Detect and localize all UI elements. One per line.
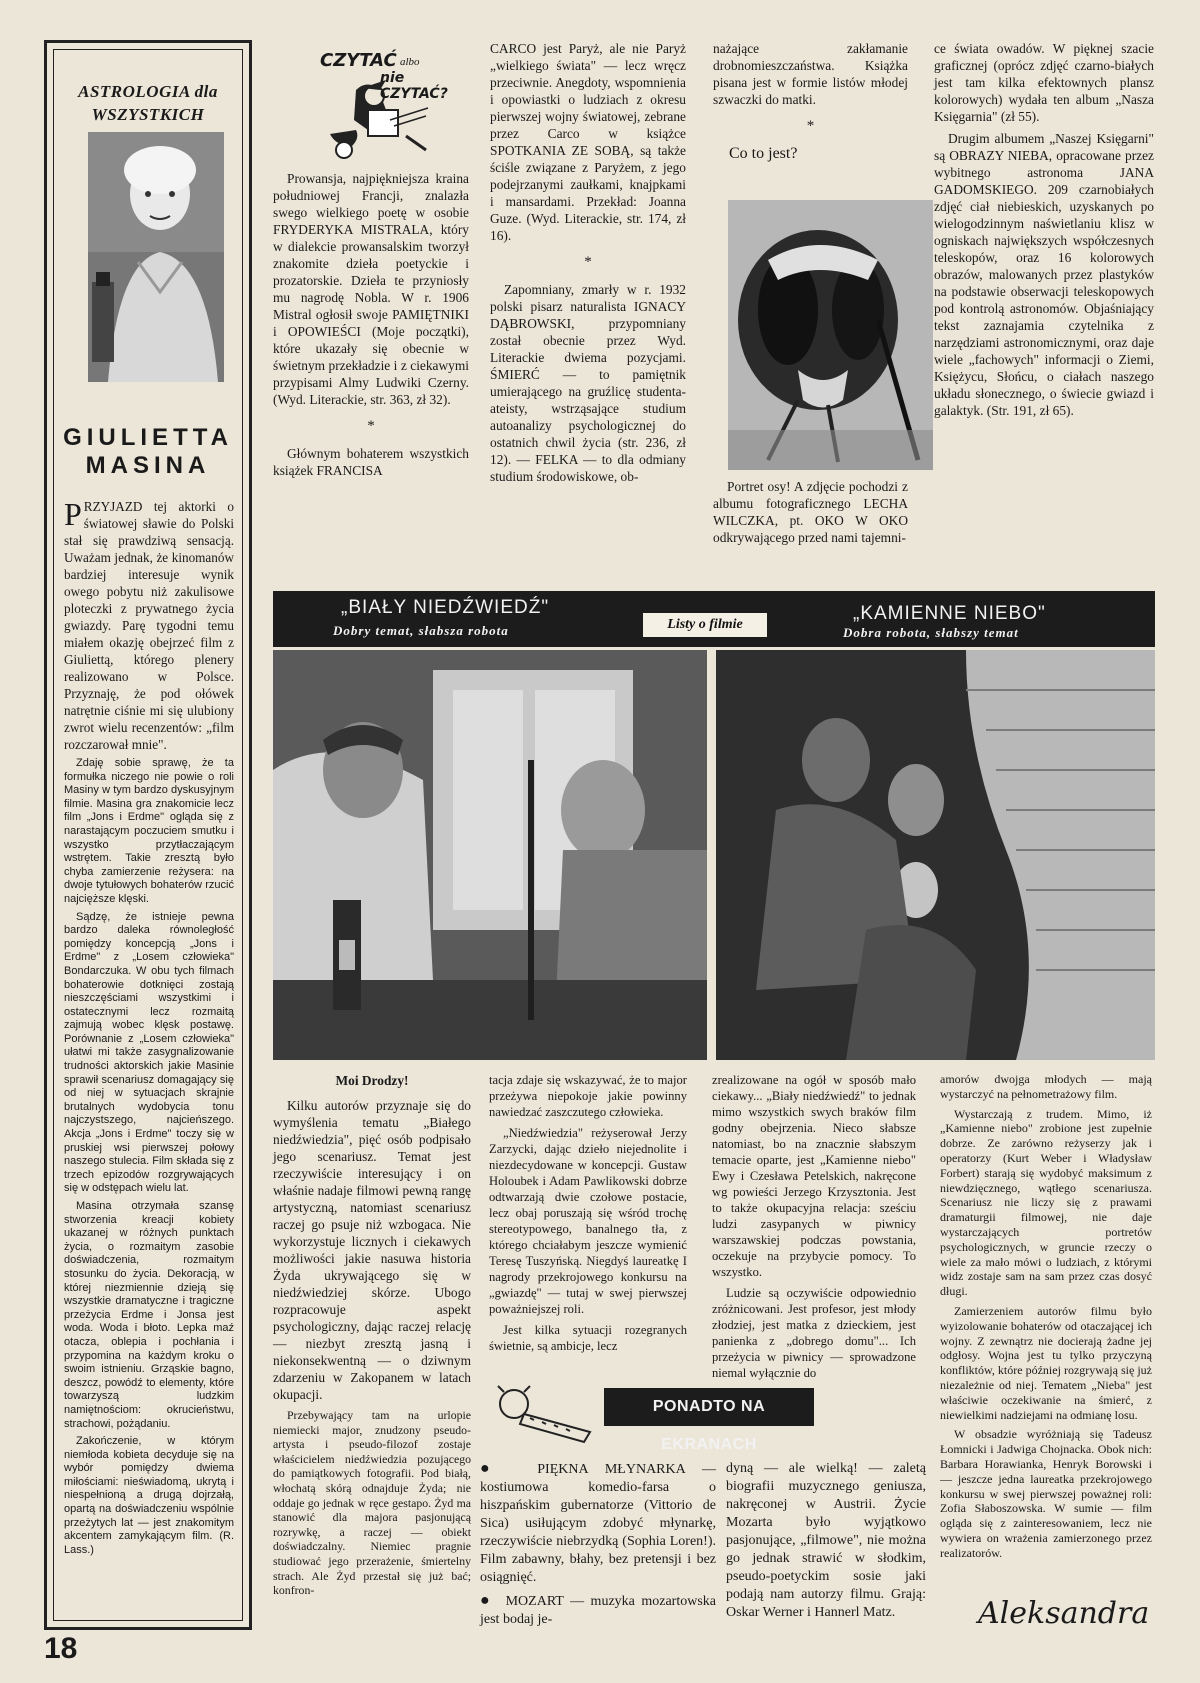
letter-paragraph: W obsadzie wyróżniają się Tadeusz Łomnicki i Jadwiga Chojnacka. Obok nich: Barbara Horawianka, Henryk Borowski i — jeszcze jedna laureatka przekrojowego konkursu w swej pierwszej poważnej roli: Zofia Słaboszowska. W sumie — film ogląda się z zainteresowaniem, lecz nie wywiera on wrażenia zamierzonego przez realizatorów.: [940, 1427, 1152, 1560]
bullet-icon: ●: [480, 1592, 493, 1609]
sidebar-title-line2: WSZYSTKICH: [91, 105, 205, 124]
books-column-3: [713, 40, 908, 172]
letter-paragraph: Wystarczają z trudem. Mimo, iż „Kamienne niebo" zrobione jest zupełnie dobrze. Ze zarówno reżyserzy jak i operatorzy (Kurt Weber i Władysław Forbert) starają się wydobyć maksimum z niewdzięcznego, wątłego scenariusza. Scenariusz nie liczy się z prawami dramaturgii filmowej, nie daje wystarczających portretów psychologicznych, w gruncie rzeczy o wiele za mało mówi o ludziach, z którymi widz zostaje sam na sam przez czas dosyć długi.: [940, 1106, 1152, 1299]
letter-column-d: [940, 1072, 1152, 1566]
sidebar-paragraph-1: RZYJAZD tej aktorki o światowej sławie do Polski stał się prawdziwą sensacją. Uważam jednak, że kinomanów bardziej interesuje wynik owego pobytu niż zakulisowe ploteczki z prywatnego życia gwiazdy. Parę tygodni temu miałem okazję obejrzeć film z Giuliettą, którego plenery realizowano w Polsce. Przyznaję, że pod ołówek natrętnie ciśnie mi się ulubiony zwrot wielu recenzentów: „film rozczarował mnie".: [64, 499, 234, 752]
czytac-logo: [316, 50, 456, 162]
masina-portrait-image: [88, 132, 224, 382]
letter-paragraph: tacja zdaje się wskazywać, że to major przeżywa niepokoje jakie powinny nawiedzać zaszczutego człowieka.: [489, 1073, 687, 1119]
letter-paragraph-small: Przebywający tam na urlopie niemiecki major, znudzony pseudo-artysta i pseudo-filozof zostaje właścicielem niedźwiedzia pozującego do pamiątkowych fotografii. Pod białą, włochatą skórą odnajduje Żyda; nie oddaje go jednak w ręce gestapo. Żyd ma stanowić dla majora pasjonującą rozrywkę, a raczej — obiekt doświadczalny. Niemiec pragnie studiować jego przerażenie, śmiertelny strach. Ale Żyd przestał się już bać; konfron-: [273, 1408, 471, 1598]
sidebar-inner-frame: [53, 49, 243, 1621]
felka-review-end: nażające zakłamanie drobnomieszczaństwa. Książka pisana jest w formie listów młodej szwaczki do matki.: [713, 41, 908, 107]
sky-album-review: Drugim albumem „Naszej Księgarni" są OBRAZY NIEBA, opracowane przez wybitnego astronoma JANA GADOMSKIEGO. 209 czarnobiałych zdjęć ciał niebieskich, uzyskanych po wielogodzinnym naświetlaniu klisz w ogniskach największych współczesnych teleskopów, oraz 16 kolorowych obrazów, malowanych przez plastyków na podstawie obserwacji teleskopowych pod kontrolą astronomów. Objaśniający tekst zaznajamia czytelnika z narzędziami astronomicznymi, oraz daje wiele „fachowych" informacji o Ziemi, Księżycu, Słońcu, o ciałach naszego układu słonecznego, o świecie gwiazd i galaktyk. (Str. 191, zł 65).: [934, 131, 1154, 418]
white-bear-scene-image: [273, 650, 707, 1060]
letter-paragraph: zrealizowane na ogół w sposób mało ciekawy... „Biały niedźwiedź" to jednak mimo wszystkich swych braków film godny obejrzenia. Nieco słabsze natomiast, bo na znacznie słabszym temacie oparte, jest „Kamienne niebo" Ewy i Czesława Petelskich, nakręcone wg powieści Jerzego Krzysztonia. Jest to także okupacyjna relacja: sześciu ludzi zasypanych w piwnicy warszawskiej podczas powstania, oczekuje na przybycie pomocy. To wszystko.: [712, 1073, 916, 1279]
dropcap-letter: P: [64, 496, 82, 532]
also-on-screens-column-1: [480, 1460, 716, 1634]
letter-paragraph: Jest kilka sytuacji rozegranych świetnie, są ambicje, lecz: [489, 1323, 687, 1353]
carco-review-end: CARCO jest Paryż, ale nie Paryż „wielkiego świata" — lecz wręcz przeciwnie. Anegdoty, wspomnienia i opowiastki o ludziach z okresu pierwszej wojny światowej, zebrane przez Carco w książce SPOTKANIA ZE SOBĄ, są także ściśle związane z Paryżem, z jego podejrzanymi zaułkami, knajpkami i mansardami. Przekład: Joanna Guze. (Wyd. Literackie, str. 174, zł 16).: [490, 41, 686, 243]
also-on-screens-heading: PONADTO NA EKRANACH: [604, 1388, 814, 1426]
separator-star: *: [584, 254, 592, 270]
logo-text-or: albo: [400, 56, 420, 68]
sidebar-small-text: [64, 757, 234, 1557]
stone-sky-subtitle: Dobra robota, słabszy temat: [843, 625, 1019, 640]
also-on-screens-column-2: [726, 1460, 926, 1627]
wasp-caption-text: Portret osy! A zdjęcie pochodzi z albumu fotograficznego LECHA WILCZKA, pt. OKO W OKO odkrywającego przed nami tajemni-: [713, 479, 908, 545]
stone-sky-film-still: [716, 650, 1155, 1060]
film-strip-icon: [494, 1384, 600, 1446]
astrology-sidebar: [44, 40, 252, 1630]
letter-column-c: [712, 1072, 916, 1386]
letter-paragraph: „Niedźwiedzia" reżyserował Jerzy Zarzycki, dając dzieło niejednolite i niezdecydowane w koncepcji. Gustaw Holoubek i Adam Pawlikowski dobrze odtwarzają dwie czołowe postacie, lecz obaj poruszają się wśród trochę stereotypowego, banalnego tła, z którego chciałabym jeszcze wymienić Teresę Tuszyńską. Niegdyś laureatkę I nagrody przekrojowego konkursu na „gwiazdę" — tutaj w swej pierwszej poważniejszej roli.: [489, 1126, 687, 1316]
sidebar-small-paragraph: Masina otrzymała szansę stworzenia kreacji kobiety ukazanej w różnych punktach życia, o rozmaitym zasobie doświadczenia, rozmaitym stosunku do życia. Dekoracją, w której niezmiennie dzieją się wszystkie dramatyczne i tragiczne przeżycia Erdme i Jonsa jest woda. Woda i błoto. Lepka maź otacza, oblepia i pochłania i przypomina na każdym kroku o swoim istnieniu. Grząskie bagno, deszcz, powódź to elementy, które towarzyszą ludzkim namiętnościom: okrucieństwu, strachowi, pożądaniu.: [64, 1200, 234, 1430]
author-signature: Aleksandra: [978, 1596, 1150, 1631]
letter-paragraph: Ludzie są oczywiście odpowiednio zróżnicowani. Jest profesor, jest młody złodziej, jest matka z dzieckiem, jest panienka z „dobrego domu"... Ich przeżycia w piwnicy — sprowadzone niemal wyłącznie do: [712, 1286, 916, 1380]
logo-text-not-read: nie CZYTAĆ?: [380, 70, 448, 102]
books-column-4: [934, 40, 1154, 424]
film-letters-banner: [273, 591, 1155, 647]
carco-review-start: Głównym bohaterem wszystkich książek FRANCISA: [273, 446, 469, 478]
white-bear-film-still: [273, 650, 707, 1060]
logo-text-read: CZYTAĆ: [320, 50, 397, 71]
letter-column-a: [273, 1072, 471, 1603]
sidebar-small-paragraph: Sądzę, że istnieje pewna bardzo daleka równoległość pomiędzy koncepcją „Jons i Erdme" z „Losem człowieka" Bondarczuka. W obu tych filmach bohaterowie dotknięci zostają nieszczęściami wszystkimi i ostatecznymi lecz rozmaitą zajmują wobec klęsk postawę. Porównanie z „Losem człowieka" ułatwi mi także zasygnalizowanie trudności aktorskich jakie Masinie sprawił scenariusz domagający się od niej w sytuacjach skrajnie brutalnych wydobycia tonu najczystszego, najcieńszego. Akcja „Jons i Erdme" toczy się w pruskiej wsi pierwszej połowy naszego stulecia. Film składa się z trzech epizodów rozgrywających się w odstępach wielu lat.: [64, 910, 234, 1195]
letter-paragraph: Kilku autorów przyznaje się do wymyślenia tematu „Białego niedźwiedzia", pięć osób podpisało jego scenariusz. Temat jest rzeczywiście interesujący i on właśnie nadaje filmowi pewną rangę artystyczną, natomiast scenariusz raczej go psuje niż wzbogaca. Nie wykorzystuje licznych i ciekawych możliwości jakie nasuwa historia Żyda ukrywającego się w niedźwiedziej skórze. Ubogo rozpracowuje aspekt psychologiczny, dając raczej relację — niezbyt zresztą jasną i niekonsekwentną — o dziwnym zdarzeniu w Zakopanem w latach okupacji.: [273, 1098, 471, 1402]
stone-sky-scene-image: [716, 650, 1155, 1060]
album-review: ce świata owadów. W pięknej szacie graficznej (oprócz zdjęć czarno-białych jest tam kilka efektownych plansz kolorowych) wydała ten album „Nasza Księgarnia" (zł 55).: [934, 41, 1154, 124]
sidebar-small-paragraph: Zakończenie, w którym niemłoda kobieta decyduje się na wybór pomiędzy dwiema miłościami: nieświadomą, ukrytą i niespełnioną a drugą dojrzałą, opartą na doświadczeniu wspólnie przeżytych lat — jest znakomitym akcentem zamykającym film. (R. Lass.): [64, 1435, 234, 1556]
white-bear-title: „BIAŁY NIEDŹWIEDŹ": [341, 597, 550, 618]
letter-column-b: [489, 1072, 687, 1359]
sidebar-article: [64, 498, 234, 1561]
wasp-portrait-photo: [728, 200, 933, 470]
actress-last-name: MASINA: [85, 452, 211, 479]
separator-star: *: [806, 118, 815, 134]
sidebar-title-line1: ASTROLOGIA dla: [78, 82, 218, 101]
sidebar-small-paragraph: Zdaję sobie sprawę, że ta formułka niczego nie powie o roli Masiny w tym bardzo dyskusyjnym filmie. Masina gra znakomicie lecz film „Jons i Erdme" ogląda się z narastającym poczuciem smutku i wszystko przytłaczającym wstrętem. Takie zresztą było chyba zamierzenie reżysera: na dwoje tytułowych bohaterów rzucić najcięższe klęski.: [64, 757, 234, 905]
mozart-review-end: dyną — ale wielką! — zaletą biografii muzycznego geniusza, nakręconej w Austrii. Życie Mozarta było wyjątkowo pasjonujące, „filmowe", nie można go jednak strawić w słodkim, pseudo-poetyckim sosie jaki podają nam autorzy filmu. Grają: Oskar Werner i Hannerl Matz.: [726, 1461, 926, 1620]
wasp-image: [728, 200, 933, 470]
letter-greeting: Moi Drodzy!: [335, 1073, 409, 1088]
actress-name-heading: [54, 424, 242, 480]
separator-star: *: [367, 418, 375, 434]
books-column-2: [490, 40, 686, 490]
bullet-icon: ●: [480, 1460, 504, 1477]
books-column-1: [273, 170, 469, 484]
mlynarka-review: PIĘKNA MŁYNARKA — kostiumowa komedio-farsa o hiszpańskim gubernatorze (Vittorio de Sica) usiłującym zdobyć młynarkę, rzeczywiście niebrzydką (Sophia Loren!). Film zabawny, błahy, bez pretensji i bez osiągnięć.: [480, 1462, 716, 1585]
wasp-caption: [713, 478, 908, 551]
letter-paragraph: amorów dwojga młodych — mają wystarczyć na pełnometrażowy film.: [940, 1072, 1152, 1101]
film-reel-illustration: [494, 1384, 600, 1446]
sidebar-title: [54, 80, 242, 126]
what-is-it-heading: Co to jest?: [729, 145, 798, 162]
mistral-review: Prowansja, najpiękniejsza kraina południowej Francji, znalazła swego wielkiego poetę w osobie FRYDERYKA MISTRALA, który w dialekcie prowansalskim tworzył znakomite dzieła poetyckie i prozatorskie. Dzieła te przyniosły mu nagrodę Nobla. W r. 1906 Mistral ogłosił swoje PAMIĘTNIKI i OPOWIEŚCI (Moje początki), które ukazały się obecnie w świetnym przekładzie i z ciekawymi przypisami Almy Ludwiki Czerny. (Wyd. Literackie, str. 363, zł 32).: [273, 171, 469, 407]
mozart-review-start: MOZART — muzyka mozartowska jest bodaj je-: [480, 1594, 716, 1627]
dabrowski-review: Zapomniany, zmarły w r. 1932 polski pisarz naturalista IGNACY DĄBROWSKI, przypomniany został obecnie przez Wyd. Literackie dwiema pozycjami. ŚMIERĆ — to pamiętnik umierającego na gruźlicę studenta-ateisty, wstrząsające studium autoanalizy psychologicznej do ostatnich chwil życia (str. 236, zł 12). — FELKA — to dla odmiany studium środowiskowe, ob-: [490, 282, 686, 484]
page-number: 18: [44, 1632, 78, 1665]
film-letters-label: Listy o filmie: [643, 613, 767, 637]
masina-portrait-photo: [88, 132, 224, 382]
actress-first-name: GIULIETTA: [63, 424, 233, 451]
letter-paragraph: Zamierzeniem autorów filmu było wyizolowanie bohaterów od otaczającej ich wojny. Z zewnątrz nie docierają żadne jej odgłosy. Wojna jest tu tylko przyczyną konfliktów, które później rozgrywają się już niezależnie od niej. Tematem „Nieba" jest właściwie oczekiwanie na śmierć, z niewielkimi nadziejami na odmianę losu.: [940, 1303, 1152, 1422]
stone-sky-title: „KAMIENNE NIEBO": [853, 603, 1046, 624]
white-bear-subtitle: Dobry temat, słabsza robota: [333, 623, 509, 638]
